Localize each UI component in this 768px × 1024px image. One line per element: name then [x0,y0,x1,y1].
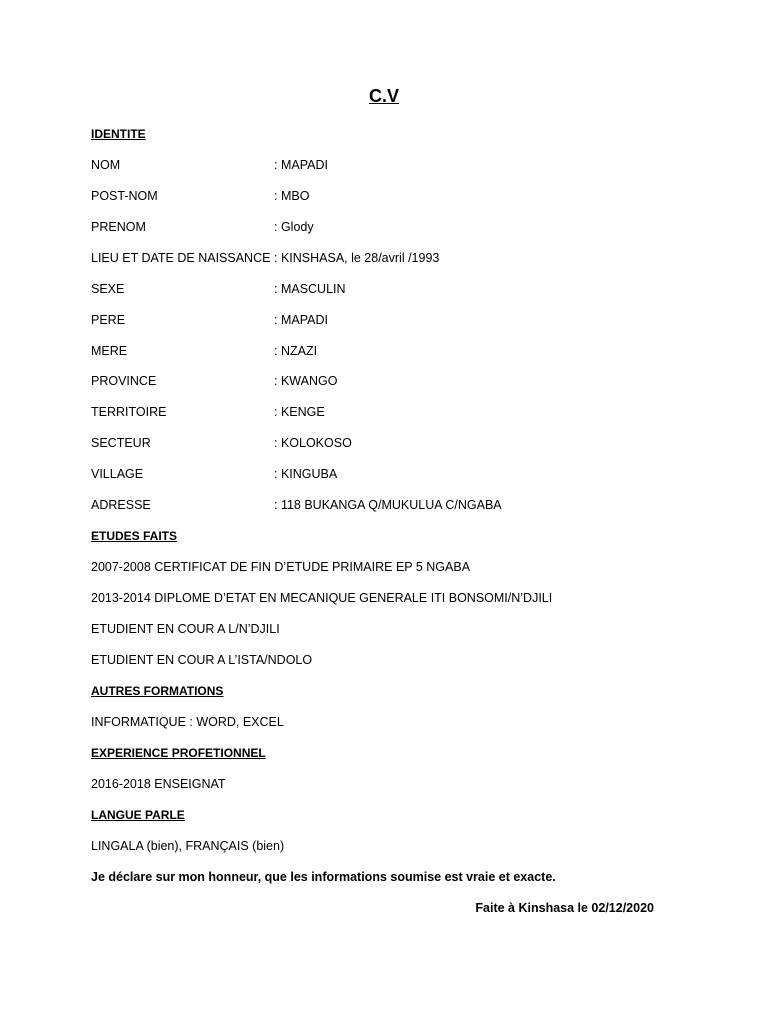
identite-value-mere: : NZAZI [274,344,318,358]
etudes-item: ETUDIENT EN COUR A L’ISTA/NDOLO [91,653,313,667]
identite-label-territoire: TERRITOIRE [91,405,167,419]
document-title: C.V [368,86,399,106]
signature-place-date: Faite à Kinshasa le 02/12/2020 [475,901,654,915]
identite-label-pere: PERE [91,313,126,327]
section-heading-autres-formations: AUTRES FORMATIONS [91,684,224,698]
identite-label-village: VILLAGE [91,467,144,481]
identite-value-secteur: : KOLOKOSO [274,436,352,450]
identite-value-territoire: : KENGE [274,405,325,419]
identite-value-adresse: : 118 BUKANGA Q/MUKULUA C/NGABA [274,498,502,512]
etudes-item: 2007-2008 CERTIFICAT DE FIN D’ETUDE PRIMAIRE EP 5 NGABA [91,560,471,574]
identite-value-nom: : MAPADI [274,158,328,172]
section-heading-langue: LANGUE PARLE [91,808,185,822]
etudes-item: 2013-2014 DIPLOME D’ETAT EN MECANIQUE GENERALE ITI BONSOMI/N’DJILI [91,591,553,605]
identite-value-sexe: : MASCULIN [274,282,346,296]
identite-label-province: PROVINCE [91,374,157,388]
identite-value-lieu-date-naissance: : KINSHASA, le 28/avril /1993 [274,251,440,265]
section-heading-identite: IDENTITE [91,127,146,141]
identite-label-adresse: ADRESSE [91,498,151,512]
declaration-statement: Je déclare sur mon honneur, que les informations soumise est vraie et exacte. [91,870,556,884]
identite-value-province: : KWANGO [274,374,338,388]
identite-value-prenom: : Glody [274,220,314,234]
section-heading-experience: EXPERIENCE PROFETIONNEL [91,746,266,760]
identite-value-post-nom: : MBO [274,189,310,203]
identite-label-sexe: SEXE [91,282,125,296]
etudes-item: ETUDIENT EN COUR A L/N’DJILI [91,622,280,636]
autres-formations-item: INFORMATIQUE : WORD, EXCEL [91,715,284,729]
identite-label-mere: MERE [91,344,128,358]
identite-label-secteur: SECTEUR [91,436,151,450]
langue-item: LINGALA (bien), FRANÇAIS (bien) [91,839,285,853]
identite-label-post-nom: POST-NOM [91,189,158,203]
identite-label-prenom: PRENOM [91,220,146,234]
identite-value-village: : KINGUBA [274,467,338,481]
identite-label-nom: NOM [91,158,121,172]
identite-label-lieu-date-naissance: LIEU ET DATE DE NAISSANCE [91,251,271,265]
experience-item: 2016-2018 ENSEIGNAT [91,777,226,791]
section-heading-etudes: ETUDES FAITS [91,529,178,543]
identite-value-pere: : MAPADI [274,313,328,327]
